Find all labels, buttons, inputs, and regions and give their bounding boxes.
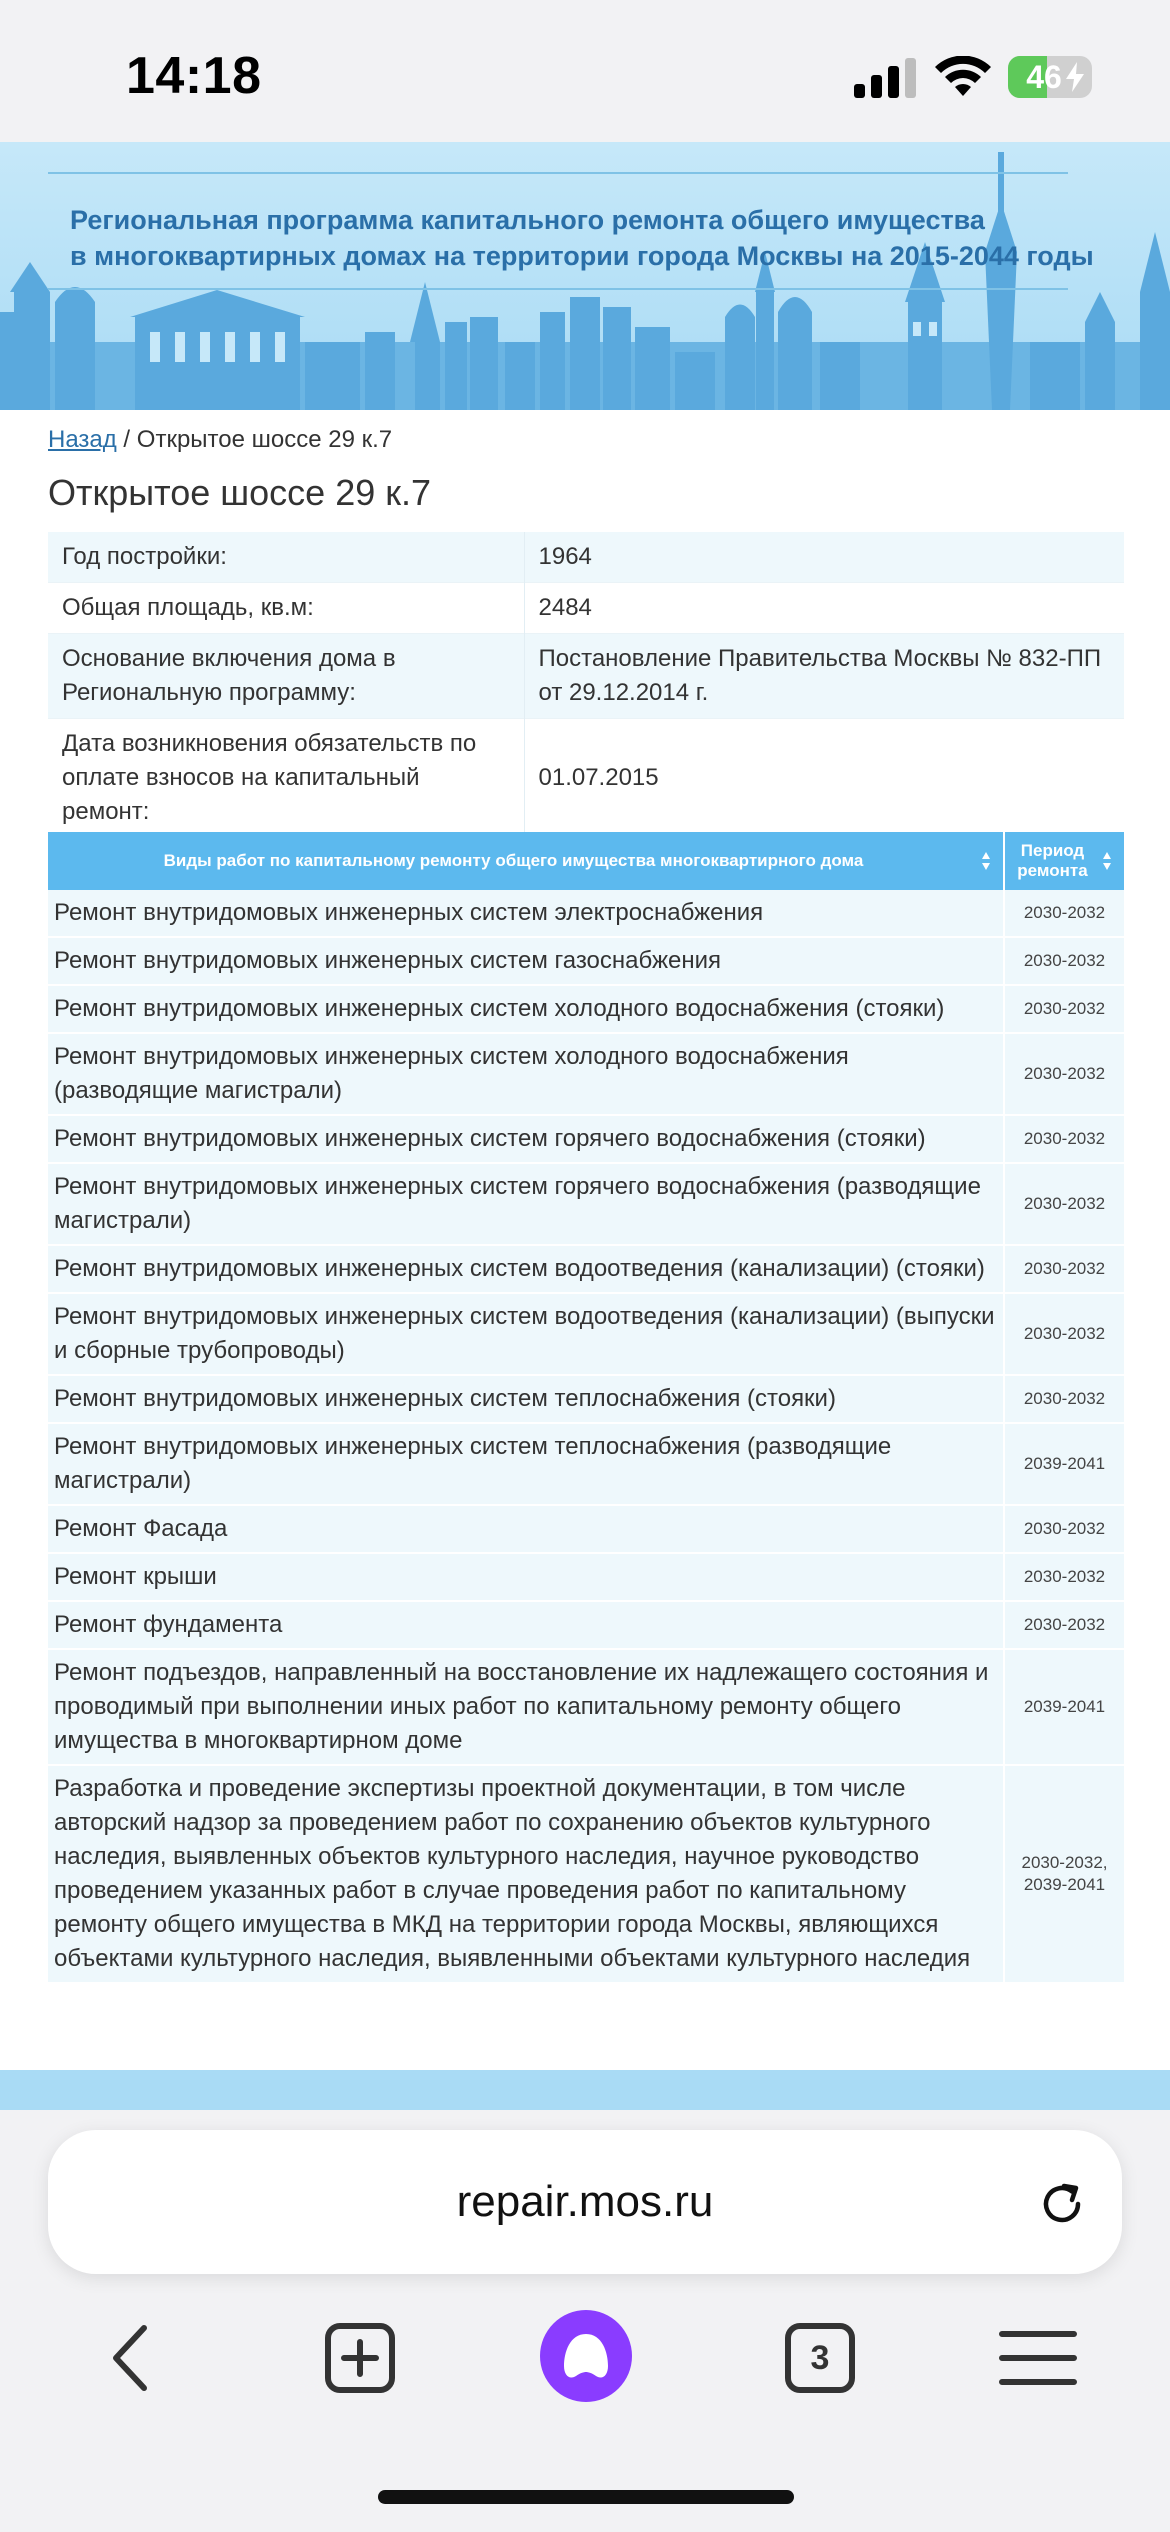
banner-divider — [48, 288, 1068, 290]
period-header-line2: ремонта — [1017, 861, 1088, 880]
page-title: Открытое шоссе 29 к.7 — [48, 472, 432, 513]
work-type-cell: Ремонт фундамента — [48, 1601, 1004, 1649]
table-row — [48, 985, 1124, 1033]
table-row — [48, 937, 1124, 985]
info-label: Основание включения дома в Региональную программу: — [48, 634, 524, 719]
work-type-cell: Ремонт внутридомовых инженерных систем электроснабжения — [48, 890, 1004, 937]
home-indicator — [378, 2490, 794, 2504]
period-cell: 2030-2032 — [1004, 1601, 1124, 1649]
cellular-signal-icon — [854, 58, 918, 98]
work-type-cell: Ремонт внутридомовых инженерных систем теплоснабжения (разводящие магистрали) — [48, 1423, 1004, 1505]
info-label: Дата возникновения обязательств по оплате взносов на капитальный ремонт: — [48, 719, 524, 838]
table-row — [48, 1245, 1124, 1293]
alice-assistant-icon[interactable] — [534, 2304, 638, 2408]
period-header-line1: Период — [1020, 841, 1085, 860]
works-header-row — [48, 832, 1124, 890]
table-row — [48, 1649, 1124, 1765]
breadcrumb-separator: / — [116, 426, 137, 453]
wifi-icon — [935, 56, 991, 98]
menu-icon[interactable] — [990, 2310, 1086, 2406]
work-type-cell: Ремонт внутридомовых инженерных систем газоснабжения — [48, 937, 1004, 985]
work-type-cell: Ремонт внутридомовых инженерных систем горячего водоснабжения (стояки) — [48, 1115, 1004, 1163]
period-cell: 2030-2032 — [1004, 890, 1124, 937]
work-type-cell: Ремонт внутридомовых инженерных систем холодного водоснабжения (разводящие магистрали) — [48, 1033, 1004, 1115]
period-cell: 2039-2041 — [1004, 1649, 1124, 1765]
breadcrumb-current: Открытое шоссе 29 к.7 — [136, 426, 393, 453]
period-cell: 2039-2041 — [1004, 1423, 1124, 1505]
table-row — [48, 1033, 1124, 1115]
house-info-table — [48, 532, 1124, 838]
charging-bolt-icon — [1064, 62, 1086, 92]
program-banner — [0, 142, 1170, 410]
table-row — [48, 1163, 1124, 1245]
back-button-icon[interactable] — [86, 2310, 182, 2406]
work-type-cell: Ремонт внутридомовых инженерных систем водоотведения (канализации) (выпуски и сборные трубопроводы) — [48, 1293, 1004, 1375]
banner-title-line1: Региональная программа капитального ремонта общего имущества — [70, 205, 985, 235]
browser-toolbar — [0, 2110, 1170, 2532]
reload-icon[interactable] — [1038, 2180, 1086, 2228]
work-type-cell: Ремонт внутридомовых инженерных систем водоотведения (канализации) (стояки) — [48, 1245, 1004, 1293]
sort-icon[interactable] — [1102, 851, 1112, 871]
info-label: Год постройки: — [48, 532, 524, 583]
work-type-cell: Ремонт подъездов, направленный на восстановление их надлежащего состояния и проводимый при выполнении иных работ по капитальному ремонту общего имущества в многоквартирном доме — [48, 1649, 1004, 1765]
url-text[interactable]: repair.mos.ru — [456, 2177, 714, 2226]
status-time: 14:18 — [126, 47, 262, 105]
banner-divider — [48, 172, 1068, 174]
period-cell: 2030-2032 — [1004, 985, 1124, 1033]
info-value: 1964 — [524, 532, 1124, 583]
info-value: 2484 — [538, 594, 592, 621]
info-row — [48, 634, 1124, 719]
tabs-button[interactable] — [772, 2310, 868, 2406]
sort-icon[interactable] — [981, 851, 991, 871]
battery-percent: 46 — [1026, 59, 1062, 95]
moscow-skyline-illustration — [0, 142, 1170, 410]
works-table — [48, 832, 1124, 1984]
table-row — [48, 1765, 1124, 1983]
info-row — [48, 532, 1124, 583]
table-row — [48, 1553, 1124, 1601]
info-value: Постановление Правительства Москвы № 832-ПП от 29.12.2014 г. — [524, 634, 1124, 719]
battery-icon — [1008, 56, 1092, 98]
work-type-cell: Разработка и проведение экспертизы проектной документации, в том числе авторский надзор за проведением работ по сохранению объектов культурного наследия, выявленных объектов культурного наследия, научное руководство проведением указанных работ в случае проведения работ по капитальному ремонту общего имущества в МКД на территории города Москвы, являющихся объектами культурного наследия, выявленными объектами культурного наследия — [48, 1765, 1004, 1983]
banner-title-line2: в многоквартирных домах на территории города Москвы на 2015-2044 годы — [70, 241, 1094, 271]
banner-title — [70, 202, 1110, 274]
work-type-cell: Ремонт внутридомовых инженерных систем теплоснабжения (стояки) — [48, 1375, 1004, 1423]
footer-strip — [0, 2070, 1170, 2110]
table-row — [48, 1601, 1124, 1649]
table-row — [48, 1505, 1124, 1553]
breadcrumb — [48, 426, 392, 454]
period-cell: 2030-2032 — [1004, 1375, 1124, 1423]
period-cell: 2030-2032 — [1004, 1553, 1124, 1601]
period-cell: 2030-2032 — [1004, 1163, 1124, 1245]
info-value: 01.07.2015 — [538, 764, 659, 791]
period-cell: 2030-2032 — [1004, 1245, 1124, 1293]
address-bar[interactable] — [48, 2130, 1122, 2274]
info-row — [48, 719, 1124, 838]
table-row — [48, 1115, 1124, 1163]
new-tab-icon[interactable] — [312, 2310, 408, 2406]
period-cell: 2030-2032, 2039-2041 — [1004, 1765, 1124, 1983]
table-row — [48, 1293, 1124, 1375]
period-cell: 2030-2032 — [1004, 1505, 1124, 1553]
period-column-header[interactable] — [1004, 832, 1124, 890]
work-type-header-label: Виды работ по капитальному ремонту общего имущества многоквартирного дома — [163, 851, 864, 870]
status-bar — [0, 0, 1170, 142]
table-row — [48, 890, 1124, 937]
tabs-count: 3 — [810, 2339, 830, 2377]
period-cell: 2030-2032 — [1004, 1115, 1124, 1163]
period-cell: 2030-2032 — [1004, 1033, 1124, 1115]
work-type-cell: Ремонт Фасада — [48, 1505, 1004, 1553]
table-row — [48, 1375, 1124, 1423]
info-row — [48, 583, 1124, 634]
work-type-cell: Ремонт внутридомовых инженерных систем горячего водоснабжения (разводящие магистрали) — [48, 1163, 1004, 1245]
work-type-column-header[interactable] — [48, 832, 1004, 890]
work-type-cell: Ремонт внутридомовых инженерных систем холодного водоснабжения (стояки) — [48, 985, 1004, 1033]
web-page — [0, 142, 1170, 2110]
period-cell: 2030-2032 — [1004, 937, 1124, 985]
back-link[interactable]: Назад — [48, 426, 117, 453]
work-type-cell: Ремонт крыши — [48, 1553, 1004, 1601]
table-row — [48, 1423, 1124, 1505]
info-label: Общая площадь, кв.м: — [48, 583, 524, 634]
period-cell: 2030-2032 — [1004, 1293, 1124, 1375]
